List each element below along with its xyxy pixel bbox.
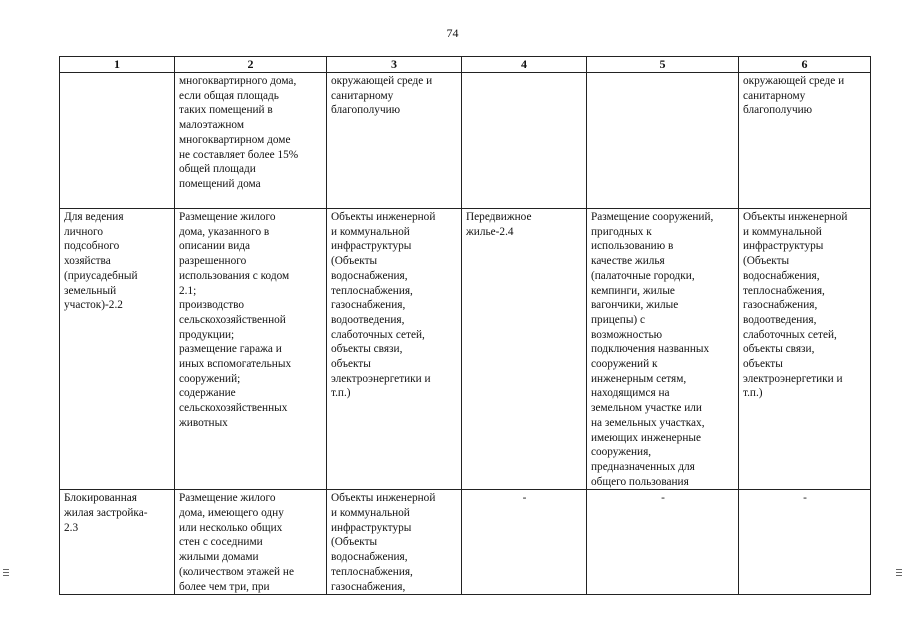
cell-line: более чем три, при (179, 580, 270, 593)
cell-line: предназначенных для (591, 460, 695, 473)
cell-line: производство (179, 299, 245, 312)
cell-line: водоснабжения, (743, 269, 820, 282)
cell-line: качестве жилья (591, 255, 665, 268)
cell-line: использованию в (591, 240, 674, 253)
cell-line: Объекты инженерной (331, 211, 436, 223)
cell-line: благополучию (331, 104, 401, 117)
cell-line: таких помещений в (179, 104, 273, 117)
cell-auxiliary-uses (327, 73, 462, 209)
header-col-1: 1 (60, 57, 175, 73)
cell-line: газоснабжения, (743, 299, 818, 312)
cell-conditional-description (587, 490, 739, 595)
cell-line: малоэтажном (179, 119, 244, 132)
header-col-3: 3 (327, 57, 462, 73)
cell-line: жилая застройка- (64, 507, 148, 520)
land-use-table (59, 56, 871, 595)
cell-line: земельном участке или (591, 402, 702, 415)
cell-conditional-use-type (462, 73, 587, 209)
cell-line: многоквартирного дома, (179, 75, 297, 87)
cell-line: (Объекты (331, 255, 378, 268)
cell-line: использования с кодом (179, 269, 290, 282)
table-row (60, 73, 871, 209)
cell-line: инфраструктуры (331, 240, 412, 253)
cell-line: (Объекты (331, 536, 378, 549)
cell-line: имеющих инженерные (591, 431, 701, 444)
cell-line: общего пользования (591, 475, 689, 488)
cell-line: иных вспомогательных (179, 358, 292, 371)
cell-line: общей площади (179, 163, 256, 176)
cell-line: объекты (743, 358, 783, 371)
cell-line: теплоснабжения, (331, 565, 413, 578)
cell-line: (палаточные городки, (591, 269, 695, 282)
cell-line: животных (179, 416, 228, 429)
cell-line: водоснабжения, (331, 551, 408, 564)
cell-line: теплоснабжения, (743, 284, 825, 297)
cell-line: объекты связи, (743, 343, 815, 356)
cell-conditional-auxiliary (739, 73, 871, 209)
cell-line: Размещение жилого (179, 211, 276, 223)
cell-line: Объекты инженерной (743, 211, 848, 223)
cell-line: объекты (331, 358, 371, 371)
binding-marks-left (3, 567, 9, 578)
cell-line: земельный (64, 284, 117, 297)
cell-conditional-use-type (462, 490, 587, 595)
cell-line: жилыми домами (179, 551, 259, 564)
cell-line: Размещение жилого (179, 492, 276, 505)
cell-line: инженерным сетям, (591, 372, 687, 385)
header-col-2: 2 (175, 57, 327, 73)
cell-line: Передвижное (466, 211, 532, 223)
cell-line: многоквартирном доме (179, 133, 291, 146)
cell-line: описании вида (179, 240, 251, 253)
cell-line: водоснабжения, (331, 269, 408, 282)
cell-line: дома, имеющего одну (179, 507, 284, 520)
cell-line: прицепы) с (591, 313, 646, 326)
cell-line: санитарному (743, 89, 806, 102)
cell-line: газоснабжения, (331, 299, 406, 312)
cell-line: электроэнергетики и (743, 372, 843, 385)
cell-auxiliary-uses (327, 490, 462, 595)
cell-line: водоотведения, (331, 313, 405, 326)
cell-line: сооружения, (591, 446, 652, 459)
cell-line: водоотведения, (743, 313, 817, 326)
table-row (60, 490, 871, 595)
cell-line: сооружений; (179, 372, 241, 385)
cell-line: и коммунальной (743, 225, 822, 238)
cell-line: газоснабжения, (331, 580, 406, 593)
cell-line: инфраструктуры (331, 521, 412, 534)
cell-line: размещение гаража и (179, 343, 282, 356)
cell-line: или несколько общих (179, 521, 283, 534)
cell-line: сооружений к (591, 358, 658, 371)
cell-line: сельскохозяйственных (179, 402, 288, 415)
cell-line: находящимся на (591, 387, 670, 400)
header-row (60, 57, 871, 73)
cell-line: 2.1; (179, 284, 197, 297)
cell-line: возможностью (591, 328, 663, 341)
cell-line: если общая площадь (179, 89, 279, 102)
cell-line: объекты связи, (331, 343, 403, 356)
cell-conditional-auxiliary (739, 209, 871, 490)
cell-conditional-use-type (462, 209, 587, 490)
cell-line: пригодных к (591, 225, 652, 238)
cell-conditional-auxiliary (739, 490, 871, 595)
cell-line: окружающей среде и (743, 75, 845, 87)
cell-use-type (60, 73, 175, 209)
cell-description (175, 73, 327, 209)
cell-line: Для ведения (64, 211, 124, 223)
header-col-6: 6 (739, 57, 871, 73)
cell-line: Размещение сооружений, (591, 211, 714, 223)
cell-line: разрешенного (179, 255, 247, 268)
cell-line: электроэнергетики и (331, 372, 431, 385)
cell-line: хозяйства (64, 255, 111, 268)
cell-line: слаботочных сетей, (331, 328, 425, 341)
cell-line: личного (64, 225, 104, 238)
cell-line: сельскохозяйственной (179, 313, 286, 326)
cell-line: теплоснабжения, (331, 284, 413, 297)
cell-line: (приусадебный (64, 269, 138, 282)
header-col-5: 5 (587, 57, 739, 73)
cell-line: санитарному (331, 89, 394, 102)
cell-line: Объекты инженерной (331, 492, 436, 505)
cell-use-type (60, 490, 175, 595)
binding-marks-right (896, 567, 902, 578)
table-row (60, 209, 871, 490)
cell-line: Блокированная (64, 492, 137, 505)
cell-line: дома, указанного в (179, 225, 270, 238)
cell-line: и коммунальной (331, 507, 410, 520)
cell-line: благополучию (743, 104, 813, 117)
cell-line: инфраструктуры (743, 240, 824, 253)
cell-description (175, 209, 327, 490)
cell-line: не составляет более 15% (179, 148, 299, 161)
empty-dash: - (522, 492, 527, 505)
cell-description (175, 490, 327, 595)
cell-line: 2.3 (64, 521, 79, 534)
cell-line: т.п.) (743, 387, 763, 400)
cell-line: подключения названных (591, 343, 710, 356)
cell-line: (Объекты (743, 255, 790, 268)
cell-line: слаботочных сетей, (743, 328, 837, 341)
cell-line: содержание (179, 387, 236, 400)
cell-line: окружающей среде и (331, 75, 433, 87)
cell-line: вагончики, жилые (591, 299, 679, 312)
empty-dash: - (661, 492, 665, 505)
cell-line: стен с соседними (179, 536, 263, 549)
page-number: 74 (446, 26, 459, 40)
cell-line: т.п.) (331, 387, 351, 400)
cell-line: продукции; (179, 328, 235, 341)
cell-line: подсобного (64, 240, 120, 253)
cell-conditional-description (587, 209, 739, 490)
cell-line: (количеством этажей не (179, 565, 294, 578)
cell-conditional-description (587, 73, 739, 209)
header-col-4: 4 (462, 57, 587, 73)
empty-dash: - (803, 492, 807, 505)
cell-line: и коммунальной (331, 225, 410, 238)
cell-line: на земельных участках, (591, 416, 705, 429)
cell-line: участок)-2.2 (64, 299, 123, 312)
cell-use-type (60, 209, 175, 490)
cell-line: жилье-2.4 (466, 225, 514, 238)
cell-line: кемпинги, жилые (591, 284, 675, 297)
cell-auxiliary-uses (327, 209, 462, 490)
cell-line: помещений дома (179, 177, 261, 190)
